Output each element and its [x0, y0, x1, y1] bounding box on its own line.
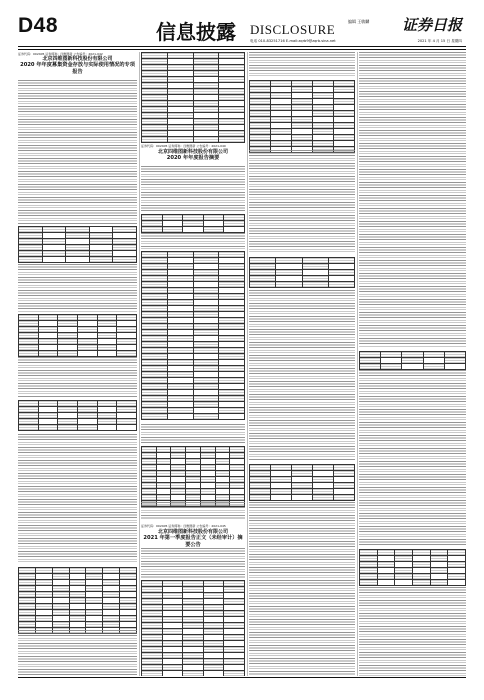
article-code-line: 证券代码：002405 证券简称：四维图新 公告编号：2021-042 — [18, 52, 137, 56]
data-table — [249, 464, 355, 501]
footer-rule — [18, 677, 466, 678]
data-table — [18, 567, 137, 634]
masthead-rule-thin — [18, 49, 466, 50]
body-text — [359, 52, 466, 348]
article-title: 2020 年年度报告摘要 — [166, 155, 220, 161]
section-title-en: DISCLOSURE — [250, 22, 336, 37]
body-text — [18, 434, 137, 564]
article-code-line: 证券代码：002405 证券简称：四维图新 公告编号：2021-040 — [141, 144, 245, 148]
article-header — [141, 149, 245, 164]
column-4 — [359, 52, 466, 676]
data-table — [18, 226, 137, 263]
article-company: 北京四维图新科技股份有限公司 — [42, 56, 113, 62]
body-text — [18, 80, 137, 224]
column-1 — [18, 52, 137, 676]
column-divider — [139, 52, 140, 676]
body-text — [18, 630, 137, 676]
body-text — [249, 150, 355, 254]
article-code-line: 证券代码：002405 证券简称：四维图新 公告编号：2021-045 — [141, 524, 245, 528]
article-header — [18, 56, 137, 78]
article-title: 2020 年年度募集资金存放与实际使用情况的专项报告 — [20, 62, 135, 75]
column-3 — [249, 52, 355, 676]
body-text — [141, 166, 245, 212]
masthead-rule — [18, 46, 466, 47]
article-title: 2021 年第一季度报告正文（未经审计）摘要公告 — [143, 535, 243, 548]
section-title: 信息披露 — [156, 20, 236, 44]
contact-line: 电话 010-83251716 E-mail:zqrb9@zqrb.sina.net — [250, 39, 336, 43]
article-header — [141, 529, 245, 548]
data-table — [18, 314, 137, 357]
data-table — [249, 80, 355, 153]
body-text — [359, 370, 466, 546]
column-divider — [247, 52, 248, 676]
body-text — [359, 587, 466, 676]
issue-date: 2021 年 4 月 15 日 星期四 — [417, 39, 462, 43]
data-table — [141, 251, 245, 420]
editor-line: 编辑 王敏麟 — [348, 19, 370, 24]
data-table — [141, 214, 245, 233]
article-company: 北京四维图新科技股份有限公司 — [157, 529, 228, 535]
body-text — [141, 548, 245, 578]
data-table — [141, 580, 245, 676]
page-number: D48 — [18, 14, 59, 37]
body-text — [249, 290, 355, 460]
article-company: 北京四维图新科技股份有限公司 — [157, 149, 228, 155]
data-table — [249, 257, 355, 288]
body-text — [141, 424, 245, 444]
body-text — [249, 502, 355, 676]
data-table — [141, 52, 245, 143]
data-table — [359, 351, 466, 370]
masthead — [18, 14, 466, 48]
column-2 — [141, 52, 245, 676]
body-text — [18, 357, 137, 397]
column-divider — [357, 52, 358, 676]
data-table — [359, 549, 466, 586]
body-text — [141, 233, 245, 249]
body-text — [249, 52, 355, 78]
body-text — [18, 264, 137, 312]
data-table — [141, 446, 245, 507]
data-table — [18, 400, 137, 431]
newspaper-logo: 证券日报 — [401, 16, 462, 34]
body-text — [141, 502, 245, 520]
